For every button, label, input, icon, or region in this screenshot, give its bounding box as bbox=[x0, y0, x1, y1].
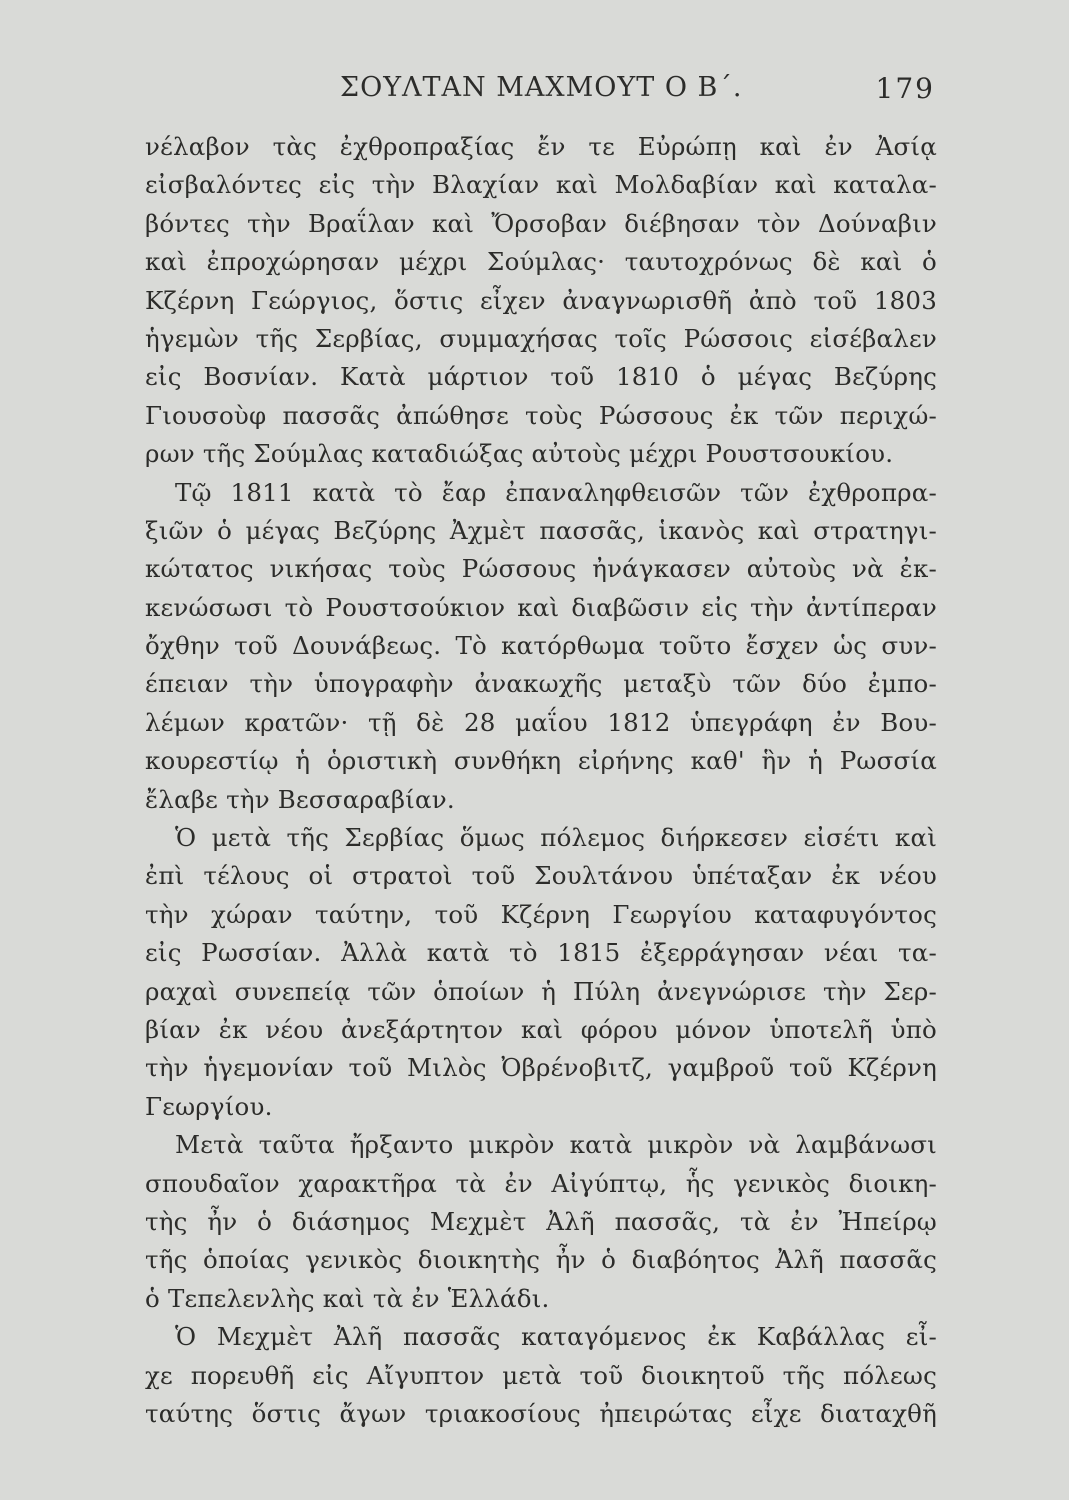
paragraph-start-line: Μετὰ ταῦτα ἤρξαντο μικρὸν κατὰ μικρὸν νὰ λαμβάνωσι bbox=[175, 1130, 937, 1160]
text-line: εἰς Ρωσσίαν. Ἀλλὰ κατὰ τὸ 1815 ἐξερράγησαν νέαι τα- bbox=[145, 938, 937, 968]
text-line: ξιῶν ὁ μέγας Βεζύρης Ἀχμὲτ πασσᾶς, ἱκανὸς καὶ στρατηγι- bbox=[145, 515, 937, 545]
text-line: ρων τῆς Σούμλας καταδιώξας αὐτοὺς μέχρι Ρουστσουκίου. bbox=[145, 439, 894, 469]
page-number: 179 bbox=[875, 72, 935, 105]
body-text bbox=[145, 128, 937, 1433]
text-line: ταύτης ὅστις ἄγων τριακοσίους ἠπειρώτας εἶχε διαταχθῆ bbox=[145, 1398, 937, 1428]
text-line: κώτατος νικήσας τοὺς Ρώσσους ἠνάγκασεν αὐτοὺς νὰ ἐκ- bbox=[145, 554, 937, 584]
text-line: Γεωργίου. bbox=[145, 1091, 273, 1121]
text-line: κουρεστίῳ ἡ ὁριστικὴ συνθήκη εἰρήνης καθ' ἣν ἡ Ρωσσία bbox=[145, 746, 937, 776]
text-line: ἡγεμὼν τῆς Σερβίας, συμμαχήσας τοῖς Ρώσσοις εἰσέβαλεν bbox=[145, 323, 937, 353]
running-head bbox=[145, 72, 935, 112]
text-line: βίαν ἐκ νέου ἀνεξάρτητον καὶ φόρου μόνον ὑποτελῆ ὑπὸ bbox=[145, 1014, 937, 1044]
text-line: ἐπὶ τέλους οἱ στρατοὶ τοῦ Σουλτάνου ὑπέταξαν ἐκ νέου bbox=[145, 861, 937, 891]
text-line: τὴν χώραν ταύτην, τοῦ Κζέρνη Γεωργίου καταφυγόντος bbox=[145, 899, 937, 929]
text-line: τὴν ἡγεμονίαν τοῦ Μιλὸς Ὀβρένοβιτζ, γαμβροῦ τοῦ Κζέρνη bbox=[145, 1053, 937, 1083]
paragraph-start-line: Τῷ 1811 κατὰ τὸ ἔαρ ἐπαναληφθεισῶν τῶν ἐχθροπρα- bbox=[175, 477, 937, 507]
text-line: ραχαὶ συνεπείᾳ τῶν ὁποίων ἡ Πύλη ἀνεγνώρισε τὴν Σερ- bbox=[145, 976, 937, 1006]
paragraph-start-line: Ὁ μετὰ τῆς Σερβίας ὅμως πόλεμος διήρκεσεν εἰσέτι καὶ bbox=[175, 823, 937, 853]
text-line: τῆς ὁποίας γενικὸς διοικητὴς ἦν ὁ διαβόητος Ἀλῆ πασσᾶς bbox=[145, 1245, 937, 1275]
text-line: κενώσωσι τὸ Ρουστσούκιον καὶ διαβῶσιν εἰς τὴν ἀντίπεραν bbox=[145, 592, 937, 622]
text-line: βόντες τὴν Βραΐλαν καὶ Ὄρσοβαν διέβησαν τὸν Δούναβιν bbox=[145, 208, 937, 238]
text-line: Γιουσοὺφ πασσᾶς ἀπώθησε τοὺς Ρώσσους ἐκ τῶν περιχώ- bbox=[145, 400, 937, 430]
text-line: ὁ Τεπελενλὴς καὶ τὰ ἐν Ἑλλάδι. bbox=[145, 1283, 550, 1313]
text-line: καὶ ἐπροχώρησαν μέχρι Σούμλας· ταυτοχρόνως δὲ καὶ ὁ bbox=[145, 247, 937, 277]
text-line: λέμων κρατῶν· τῇ δὲ 28 μαΐου 1812 ὑπεγράφη ἐν Βου- bbox=[145, 707, 937, 737]
text-line: εἰσβαλόντες εἰς τὴν Βλαχίαν καὶ Μολδαβίαν καὶ καταλα- bbox=[145, 170, 937, 200]
paragraph-start-line: Ὁ Μεχμὲτ Ἀλῆ πασσᾶς καταγόμενος ἐκ Καβάλλας εἶ- bbox=[175, 1322, 937, 1352]
text-line: ὄχθην τοῦ Δουνάβεως. Τὸ κατόρθωμα τοῦτο ἔσχεν ὡς συν- bbox=[145, 631, 937, 661]
text-line: έπειαν τὴν ὑπογραφὴν ἀνακωχῆς μεταξὺ τῶν δύο ἐμπο- bbox=[145, 669, 937, 699]
text-line: χε πορευθῆ εἰς Αἴγυπτον μετὰ τοῦ διοικητοῦ τῆς πόλεως bbox=[145, 1360, 937, 1390]
text-line: σπουδαῖον χαρακτῆρα τὰ ἐν Αἰγύπτῳ, ἧς γενικὸς διοικη- bbox=[145, 1168, 937, 1198]
text-line: τὴς ἦν ὁ διάσημος Μεχμὲτ Ἀλῆ πασσᾶς, τὰ ἐν Ἠπείρῳ bbox=[145, 1206, 937, 1236]
text-line: εἰς Βοσνίαν. Κατὰ μάρτιον τοῦ 1810 ὁ μέγας Βεζύρης bbox=[145, 362, 937, 392]
running-title: ΣΟΥΛΤΑΝ ΜΑΧΜΟΥΤ Ο Β΄. bbox=[340, 72, 743, 103]
text-line: ἔλαβε τὴν Βεσσαραβίαν. bbox=[145, 784, 455, 814]
text-line: νέλαβον τὰς ἐχθροπραξίας ἔν τε Εὐρώπῃ καὶ ἐν Ἀσίᾳ bbox=[145, 132, 937, 161]
text-line: Κζέρνη Γεώργιος, ὅστις εἶχεν ἀναγνωρισθῆ ἀπὸ τοῦ 1803 bbox=[145, 285, 937, 315]
